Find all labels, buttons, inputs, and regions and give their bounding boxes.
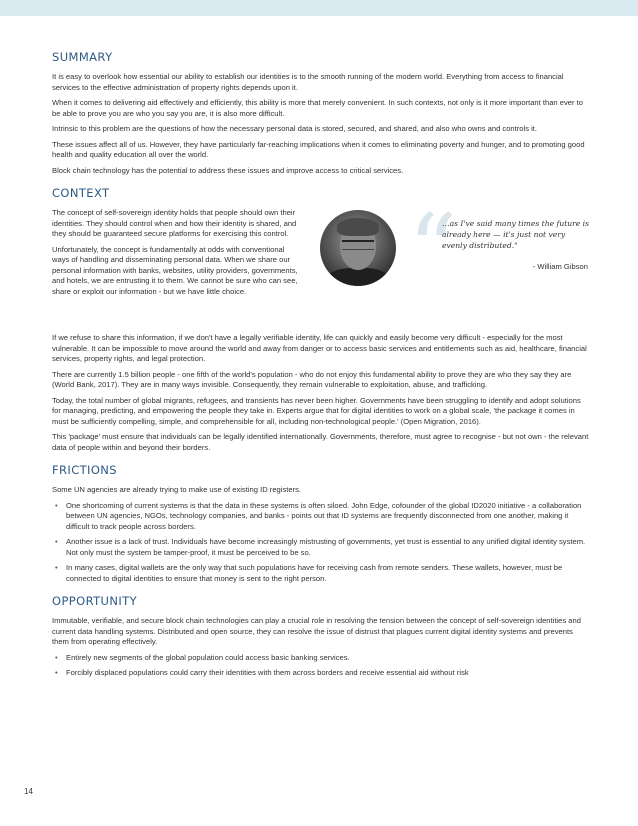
context-heading: CONTEXT <box>52 186 110 200</box>
frictions-section <box>52 463 590 584</box>
summary-heading: SUMMARY <box>52 50 113 64</box>
frictions-list <box>52 501 590 585</box>
summary-paragraph: When it comes to delivering aid effectively and efficiently, this ability is more that merely convenient. In such contexts, not only is it more important than ever to be able to prove you are who you say you are, it is also more difficult. <box>52 98 583 118</box>
context-paragraph: There are currently 1.5 billion people - one fifth of the world's population - who do not enjoy this fundamental ability to prove they are who they say they are (World Bank, 2017). They are in many ways invisible. Consequently, they remain vulnerable to exploitation, abuse, and trafficking. <box>52 369 572 389</box>
header-band <box>0 0 638 16</box>
summary-paragraph: These issues affect all of us. However, they have particularly far-reaching implications when it comes to eliminating poverty and hunger, and to promoting good health and quality education all over the world. <box>52 139 585 159</box>
list-item: • Entirely new segments of the global population could access basic banking services. <box>66 653 590 664</box>
quote-mark-icon: “ <box>408 194 458 306</box>
opportunity-intro: Immutable, verifiable, and secure block chain technologies can play a crucial role in resolving the tension between the concept of self-sovereign identities and current data handling systems. Distributed and open source, they can resolve the issue of distrust that plagues current digital identity systems and prevents them from operating effectively. <box>52 616 581 646</box>
summary-paragraph: It is easy to overlook how essential our ability to establish our identities is to the smooth running of the modern world. Everything from access to financial services to the effective administration of property rights depends upon it. <box>52 72 564 92</box>
context-intro-text <box>52 208 302 302</box>
author-portrait <box>320 210 396 286</box>
list-item: • In many cases, digital wallets are the only way that such populations have for receiving cash from remote senders. These wallets, however, must be connected to digital identities to ensure that money is sent to the right person. <box>66 563 590 584</box>
page-number: 14 <box>24 787 33 796</box>
frictions-heading: FRICTIONS <box>52 463 117 477</box>
summary-paragraph: Intrinsic to this problem are the questions of how the necessary personal data is stored, secured, and shared, and also who owns and controls it. <box>52 124 538 133</box>
summary-paragraph: Block chain technology has the potential to address these issues and improve access to critical services. <box>52 165 404 175</box>
context-paragraph: If we refuse to share this information, if we don't have a legally verifiable identity, life can quickly and easily become very difficult - especially for the most vulnerable. It can be impossible to move around the world and away from danger or to access basic services and entitlements such as aid, healthcare, financial services, property rights, and legal protection. <box>52 333 587 363</box>
quote-attribution: - William Gibson <box>532 262 588 271</box>
page-content <box>52 50 590 689</box>
context-paragraph: Unfortunately, the concept is fundamentally at odds with conventional ways of handling and disseminating personal data. When we share our personal information with banks, websites, utility providers, governments, and hotels, we are entrusting it to them. We cannot be sure who can see, share or exploit our information - but we have little choice. <box>52 244 298 296</box>
list-item: • Another issue is a lack of trust. Individuals have become increasingly mistrusting of governments, yet trust is essential to any unified digital identity system. Not only must the system be tamper-proof, it must be perceived to be so. <box>66 537 590 558</box>
list-item: • Forcibly displaced populations could carry their identities with them across borders and receive essential aid without risk <box>66 668 590 679</box>
list-item: • One shortcoming of current systems is that the data in these systems is often siloed. John Edge, cofounder of the global ID2020 initiative - a collaboration between UN agencies, NGOs, technology companies, and banks - points out that ID systems are frequently disconnected from one another, making it difficult to track people across borders. <box>66 501 590 533</box>
context-section <box>52 186 590 453</box>
context-paragraph: Today, the total number of global migrants, refugees, and transients has never been higher. Governments have been struggling to identify and adopt solutions for managing, predicting, and empowering the people they take in. Experts argue that for digital identities to work on a global scale, 'the package it comes in must be sufficiently compelling, simple, and comprehensible for all, including non-technological people.' (Open Migration, 2016). <box>52 395 581 426</box>
opportunity-heading: OPPORTUNITY <box>52 594 138 608</box>
summary-section <box>52 50 590 176</box>
opportunity-section <box>52 594 590 679</box>
context-paragraph: The concept of self-sovereign identity holds that people should own their identities. They should control when and how their identity is shared, and they should be guaranteed secure platforms for exercising this control. <box>52 208 297 238</box>
context-intro-block <box>52 194 590 333</box>
pull-quote: …as I've said many times the future is already here — it's just not very evenly distributed." <box>442 219 590 250</box>
context-paragraph: This 'package' must ensure that individuals can be legally identified internationally. Governments, therefore, must agree to recognise - but not own - the relevant data of people within and beyond their borders. <box>52 432 589 452</box>
opportunity-list <box>52 653 590 679</box>
frictions-intro: Some UN agencies are already trying to make use of existing ID registers. <box>52 485 302 494</box>
